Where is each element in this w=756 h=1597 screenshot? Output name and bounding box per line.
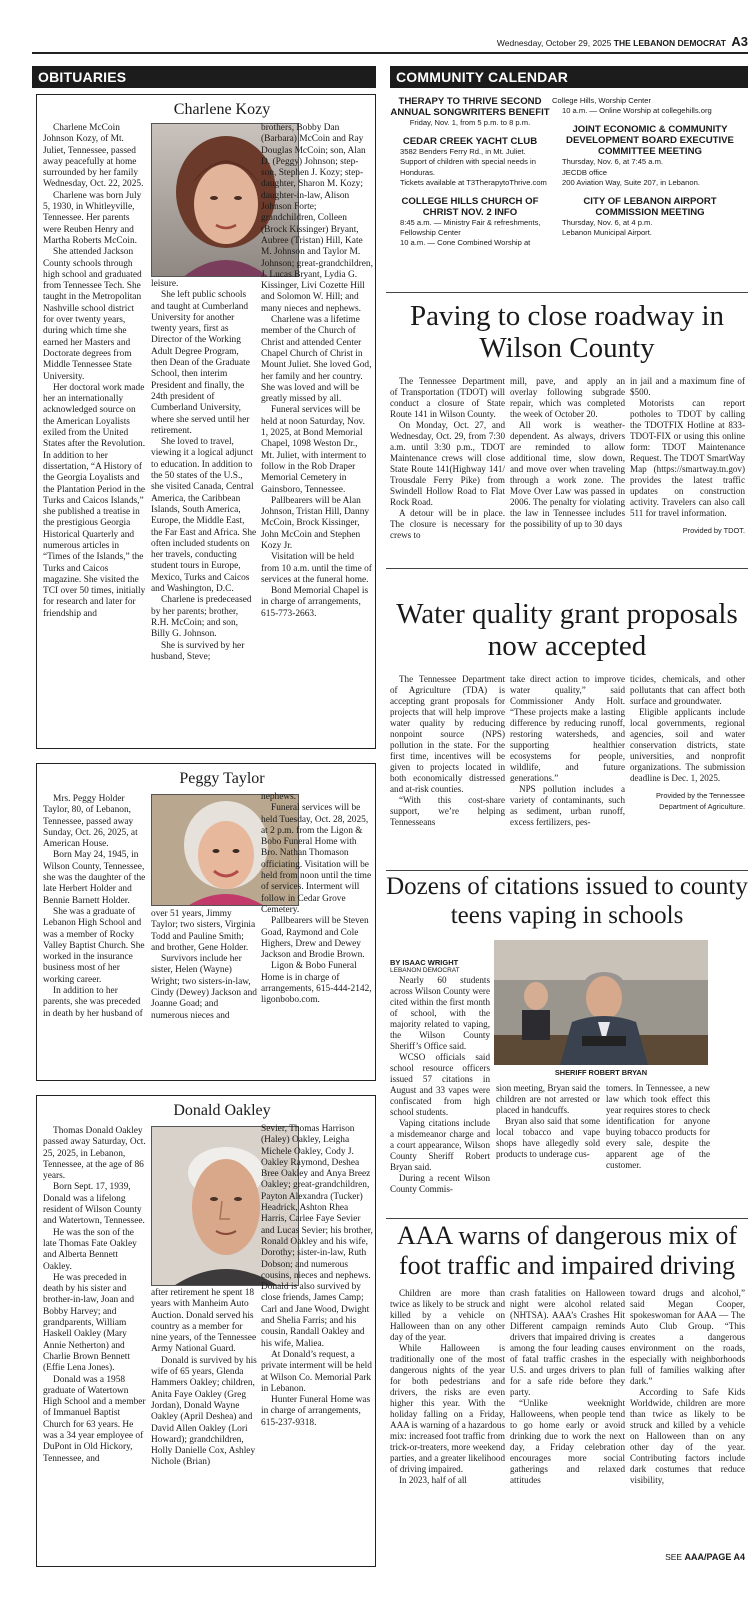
- sheriff-photo: [494, 940, 708, 1065]
- calendar-column-1: [390, 96, 550, 296]
- paving-headline: Paving to close roadway in Wilson County: [409, 300, 725, 364]
- obituary-column-3: Sevier, Thomas Harrison (Haley) Oakley, Leigha Michele Oakley, Cody J. Oakley Raymond, Deshea Bree Oakley and Anya Breez Oakley; great-grandchildren, Payton Alexandra (Tucker) Headrick, Ashton Rhea Harris, Carlee Faye Sevier and Lucas Sevier; his brother, Ronald Oakley and his wife, Dorothy; sister-in-law, Ruth Dobson; and numerous cousins, nieces and nephews. Donald is also survived by close friends, James Camp; Carl and Jane Wood, Dwight and Shelia Farris; and his cousin, Randall Oakley and his wife, Maliea. At Donald’s request, a private interment will be held at Wilson Co. Memorial Park in Lebanon. Hunter Funeral Home was in charge of arrangements, 615-237-9318.: [261, 1124, 373, 1428]
- water-headline: Water quality grant proposals now accepted: [396, 598, 738, 662]
- article-divider: [386, 568, 748, 569]
- calendar-event: CEDAR CREEK YACHT CLUB 3582 Benders Ferry Rd., in Mt. Juliet. Support of children with special needs in Honduras. Tickets available at T3TherapytoThrive.com: [400, 136, 547, 187]
- obituary-column-2: over 51 years, Jimmy Taylor; two sisters, Virginia Todd and Pauline Smith; and brother, Gene Holder. Survivors include her sister, Helen (Wayne) Wright; two sisters-in-law, Cindy (Dewey) Jackson and Joanne Goad; and numerous nieces and: [151, 909, 257, 1021]
- issue-date: Wednesday, October 29, 2025: [496, 38, 612, 48]
- byline: BY ISAAC WRIGHT LEBANON DEMOCRAT: [390, 958, 460, 974]
- article-divider: [386, 292, 748, 293]
- header-rule: [32, 52, 748, 54]
- obituary-column-1: Thomas Donald Oakley passed away Saturday, Oct. 25, 2025, in Lebanon, Tennessee, at the age of 86 years. Born Sept. 17, 1939, Donald was a lifelong resident of Wilson County and Watertown, Tennessee. He was the son of the late Thomas Fate Oakley and Alberta Bennett Oakley. He was preceded in death by his sister and brother-in-law, Joan and Bobby Harvey; and grandparents, William Haskell Oakley (Mary Annie Netherton) and Charlie Brown Bennett (Effie Lena Jones). Donald was a 1958 graduate of Watertown High School and a member of Immanuel Baptist Church for 63 years. He was a 34 year employee of DuPont in Old Hickory, Tennessee, and: [43, 1126, 146, 1464]
- obituary-column-3: nephews. Funeral services will be held Tuesday, Oct. 28, 2025, at 2 p.m. from the Ligon & Bobo Funeral Home with Bro. Nathan Thomason officiating. Visitation will be held from noon until the time of services. Interment will follow in Cedar Grove Cemetery. Pallbearers will be Steven Goad, Raymond and Cole Highers, Drew and Dewey Jackson and Brodie Brown. Ligon & Bobo Funeral Home is in charge of arrangements, 615-444-2142, ligonbobo.com.: [261, 792, 372, 1006]
- community-calendar-section-bar: COMMUNITY CALENDAR: [390, 66, 748, 88]
- obituary-donald-oakley: [36, 1095, 376, 1567]
- calendar-event: COLLEGE HILLS CHURCH OF CHRIST NOV. 2 INFO 8:45 a.m. — Ministry Fair & refreshments, Fellowship Center 10 a.m. — Cone Combined Worship at: [400, 196, 541, 248]
- water-column-1: The Tennessee Department of Agriculture (TDA) is accepting grant proposals for projects that will help improve water quality by reducing nonpoint source (NPS) pollution in the state. For the first time, incentives will be given to projects located in both economically distressed and at-risk counties. “With this cost-share support, we’re helping Tennesseans: [390, 674, 505, 827]
- aaa-column-1: Children are more than twice as likely to be struck and killed by a vehicle on Halloween than on any other day of the year. While Halloween is traditionally one of the most dangerous nights of the year for both pedestrians and drivers, the risks are even higher this year. With the holiday falling on a Friday, AAA is warning of a hazardous mix: increased foot traffic from trick-or-treaters, more weekend parties, and a greater likelihood of driving impaired. In 2023, half of all: [390, 1288, 505, 1485]
- paving-column-3: in jail and a maximum fine of $500. Motorists can report potholes to TDOT by calling the TDOTFIX Hotline at 833-TDOT-FIX or using this online form: TDOT Maintenance Request. The TDOT SmartWay Map (https://smartway.tn.gov) provides the latest traffic updates on construction activity. Travelers can also call 511 for travel information. Provided by TDOT.: [630, 376, 745, 535]
- paper-name: THE LEBANON DEMOCRAT: [613, 38, 726, 48]
- obituary-column-3: brothers, Bobby Dan (Barbara) McCoin and Ray Douglas McCoin; son, Alan D. (Peggy) Johnson; step-son, Stephen J. Kozy; step-daughter, Sharon M. Kozy; daughter-in-law, Alison Johnson Forte; grandchildren, Colleen (Brock Kissinger) Bryant, Aubree (Tristan) Hill, Kate M. Johnson and Taylor M. Johnson; great-grandchildren, J. Lucas Bryant, Lydia G. Kissinger, Livi Cozette Hill and Solomon W. Hill; and many nieces and nephews. Charlene was a lifetime member of the Church of Christ and attended Center Chapel Church of Christ in Mount Juliet. She loved God, her family and her country. She was loved and will be greatly missed by all. Funeral services will be held at noon Saturday, Nov. 1, 2025, at Bond Memorial Chapel, 1098 Weston Dr., Mt. Juliet, with interment to follow in the Rob Draper Memorial Cemetery in Gainsboro, Tennessee. Pallbearers will be Alan Johnson, Tristan Hill, Danny McCoin, Brock Kissinger, John McCoin and Stephen Kozy Jr. Visitation will be held from 10 a.m. until the time of services at the funeral home. Bond Memorial Chapel is in charge of arrangements, 615-773-2663.: [261, 123, 373, 619]
- paving-column-1: The Tennessee Department of Transportation (TDOT) will conduct a closure of State Route 141 in Wilson County. On Monday, Oct. 27, and Wednesday, Oct. 29, from 7:30 a.m. until 3:30 p.m., TDOT Maintenance crews will close State Route 141(Highway 141/ Trousdale Ferry Pike) from Swindell Hollow Road to Flat Rock Road. A detour will be in place. The closure is necessary for crews to: [390, 376, 505, 540]
- vaping-column-3: tomers. In Tennessee, a new law which took effect this year requires stores to check identification for anyone buying tobacco products for every sale, despite the apparent age of the customer.: [606, 1083, 710, 1170]
- vaping-column-1: Nearly 60 students across Wilson County were cited within the first month of school, with the majority related to vaping, the Wilson County Sheriff’s Office said. WCSO officials said school resource officers issued 57 citations in August and 33 vapes were confiscated from high school students. Vaping citations include a misdemeanor charge and a court appearance, Wilson County Sheriff Robert Bryan said. During a recent Wilson County Commis-: [390, 975, 490, 1194]
- obituary-charlene-kozy: [36, 94, 376, 749]
- water-column-3: ticides, chemicals, and other pollutants that can affect both surface and groundwater. Eligible applicants include local governments, regional agencies, soil and water conservation districts, state universities, and nonprofit organizations. The submission deadline is Dec. 1, 2025. Provided by the Tennessee Department of Agriculture.: [630, 674, 745, 811]
- aaa-column-3: toward drugs and alcohol,” said Megan Cooper, spokeswoman for AAA — The Auto Club Group. “This creates a dangerous environment on the roads, especially with neighborhoods full of families walking after dark.” According to Safe Kids Worldwide, children are more than twice as likely to be struck and killed by a vehicle on Halloween than on any other day of the year. Contributing factors include dark costumes that reduce visibility,: [630, 1288, 745, 1485]
- obituary-column-2: after retirement he spent 18 years with Manheim Auto Auction. Donald served his country as a member for nine years, of the Tennessee Army National Guard. Donald is survived by his wife of 65 years, Glenda Hammers Oakley; children, Anita Faye Oakley (Greg Jordan), Donald Wayne Oakley (April Deshea) and David Allen Oakley (Lori Howard); grandchildren, Holly Danielle Cox, Ashley Nichole (Brian): [151, 1288, 257, 1468]
- obituary-column-1: Mrs. Peggy Holder Taylor, 80, of Lebanon, Tennessee, passed away Sunday, Oct. 26, 2025, at American House. Born May 24, 1945, in Wilson County, Tennessee, she was the daughter of the late Herbert Holder and Bennie Barnett Holder. She was a graduate of Lebanon High School and was a member of Rocky Valley Baptist Church. She worked in the insurance business most of her working career. In addition to her parents, she was preceded in death by her husband of: [43, 794, 146, 1019]
- paving-credit: Provided by TDOT.: [682, 526, 745, 535]
- page-header: [470, 34, 748, 49]
- obituary-column-1: Charlene McCoin Johnson Kozy, of Mt. Juliet, Tennessee, passed away peacefully at home surrounded by her family Wednesday, Oct. 22, 2025. Charlene was born July 5, 1930, in Whitleyville, Tennessee. Her parents were Reuben Henry and Martha Roberts McCoin. She attended Jackson County schools through high school and graduated from Tennessee Tech. She taught in the Metropolitan Nashville school district for over twenty years, during which time she earned her Masters and Doctorate degrees from Middle Tennessee State University. Her doctoral work made her an internationally acknowledged source on the American Loyalists exiled from the United States after the Revolution. In addition to her dissertation, “A History of the Georgia Loyalists and the Plantation Period in the Turks and Caicos Islands,” she published a treatise in the prestigious Georgia Historical Quarterly and numerous articles in “Times of the Islands,” the Turks and Caicos magazine. She visited the TCI over 50 times, initially for research and later for friendship and: [43, 123, 146, 619]
- paving-column-2: mill, pave, and apply an overlay following subgrade repair, which was completed the week of October 20. All work is weather-dependent. As always, drivers are reminded to allow additional time, slow down, and move over when traveling through a work zone. The Move Over Law was passed in 2006. The penalty for violating the law in Tennessee includes the possibility of up to 30 days: [510, 376, 625, 529]
- article-divider: [386, 1218, 748, 1219]
- calendar-event: College Hills, Worship Center 10 a.m. — Online Worship at collegehills.org: [552, 96, 712, 116]
- vaping-column-2: sion meeting, Bryan said the children are not arrested or placed in handcuffs. Bryan also said that some local tobacco and vape shops have allegedly sold products to underage cus-: [496, 1083, 600, 1159]
- calendar-event: CITY OF LEBANON AIRPORT COMMISSION MEETING Thursday, Nov. 6, at 4 p.m. Lebanon Municipal Airport.: [562, 196, 717, 238]
- calendar-column-2: [552, 96, 748, 296]
- vaping-headline: Dozens of citations issued to county teens vaping in schools: [386, 873, 748, 929]
- photo-caption: SHERIFF ROBERT BRYAN: [554, 1068, 648, 1077]
- aaa-headline: AAA warns of dangerous mix of foot traffic and impaired driving: [396, 1221, 738, 1280]
- obituary-name: Donald Oakley: [173, 1102, 271, 1119]
- obituary-peggy-taylor: [36, 763, 376, 1081]
- calendar-event: THERAPY TO THRIVE SECOND ANNUAL SONGWRITERS BENEFIT Friday, Nov. 1, from 5 p.m. to 8 p.m.: [390, 96, 550, 127]
- obituary-name: Peggy Taylor: [179, 770, 265, 787]
- page-number: A3: [731, 34, 748, 49]
- obituary-column-2: leisure. She left public schools and taught at Cumberland University for another twenty years, first as Director of the Working Adult Degree Program, then Dean of the Graduate School, then interim President and finally, the 24th president of Cumberland University, where she served until her retirement. She loved to travel, viewing it a logical adjunct to education. In addition to the 50 states of the U.S., she visited Canada, Central America, the Caribbean Islands, South America, Europe, the Middle East, the Far East and Africa. She often included students on her travels, conducting student tours in Europe, Mexico, Turks and Caicos and Washington, D.C. Charlene is predeceased by her parents; brother, R.H. McCoin; and son, Billy G. Johnson. She is survived by her husband, Steve;: [151, 279, 257, 662]
- calendar-event: JOINT ECONOMIC & COMMUNITY DEVELOPMENT BOARD EXECUTIVE COMMITTEE MEETING Thursday, Nov. 6, at 7:45 a.m. JECDB office 200 Aviation Way, Suite 207, in Lebanon.: [562, 124, 734, 187]
- obituaries-section-bar: OBITUARIES: [32, 66, 376, 88]
- continued-link[interactable]: SEE AAA/PAGE A4: [665, 1552, 745, 1562]
- obituary-name: Charlene Kozy: [173, 101, 271, 118]
- article-divider: [386, 870, 748, 871]
- water-column-2: take direct action to improve water quality,” said Commissioner Andy Holt. “These projects make a lasting difference by reducing runoff, restoring watersheds, and supporting healthier ecosystems for people, wildlife, and future generations.” NPS pollution includes a variety of contaminants, such as sediment, urban runoff, excess fertilizers, pes-: [510, 674, 625, 827]
- water-credit: Provided by the Tennessee Department of Agriculture.: [655, 791, 745, 811]
- aaa-column-2: crash fatalities on Halloween night were alcohol related (NHTSA). AAA’s Crashes Hit Different campaign reminds drivers that impaired driving is among the four leading causes of fatal traffic crashes in the U.S. and urges drivers to plan for a safe ride before they party. “Unlike weeknight Halloweens, when people tend to go home early or avoid drinking due to work the next day, a Friday celebration encourages more social gatherings and relaxed attitudes: [510, 1288, 625, 1485]
